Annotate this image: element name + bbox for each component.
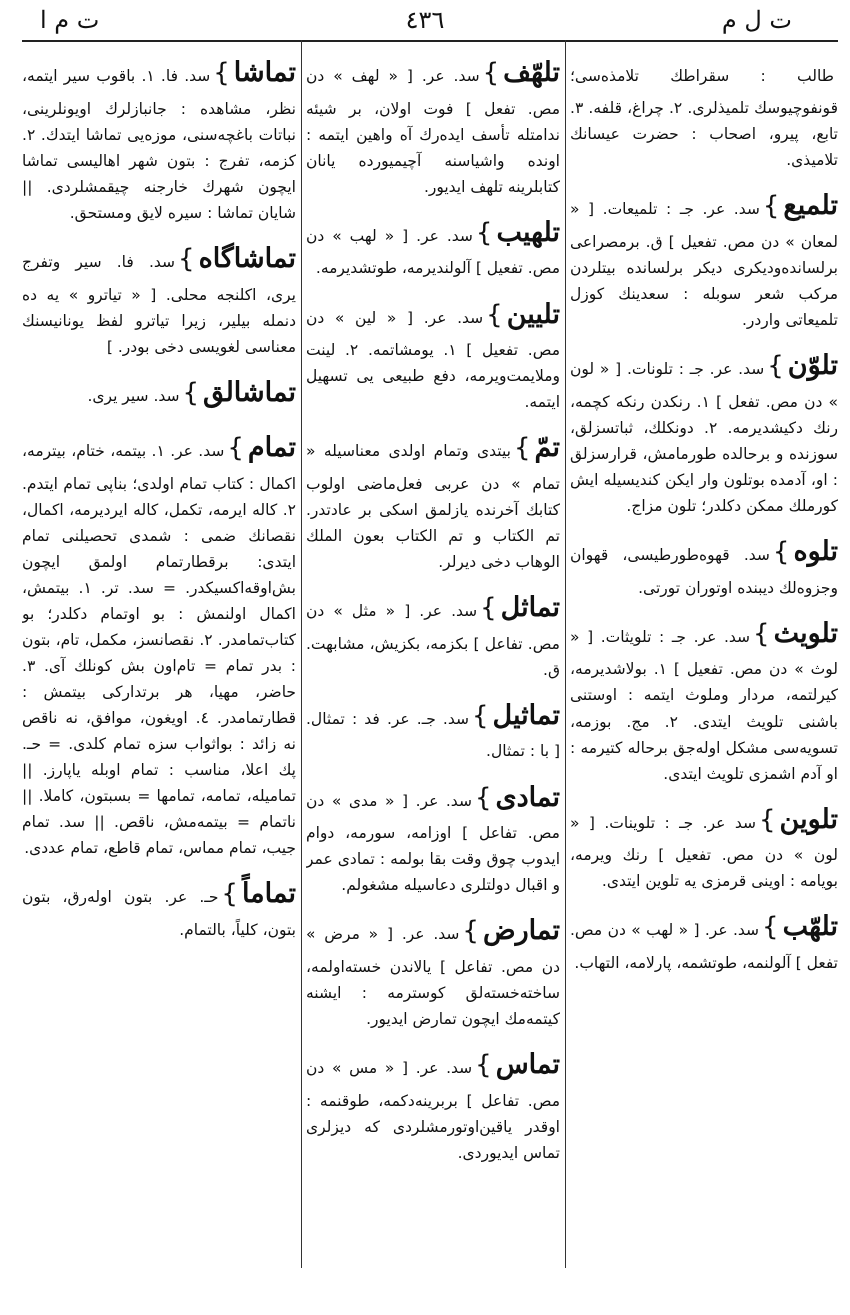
dictionary-entry [22,425,296,861]
brace-mark: } [474,782,492,813]
entry-headword: تمادی [495,781,560,813]
dictionary-entry [306,425,560,575]
entry-headword: تماماً [241,878,296,910]
entry-headword: تماشاگاه [198,242,296,274]
entry-definition: سد عر. جـ : تلوینات. [ « لون » دن مص. تفعیل ] رنك ویرمه، بویامه : اوینی قرمزی یه تلوین ایتدی. [570,813,838,891]
column-middle [306,50,560,1260]
dictionary-entry [570,611,838,787]
column-divider [301,40,302,1268]
dictionary-entry [306,292,560,416]
dictionary-entry [306,908,560,1032]
brace-mark: } [762,912,779,943]
brace-mark: } [767,351,784,382]
dictionary-entry [306,50,560,200]
dictionary-entry [22,236,296,360]
entry-definition: سد. جـ. عر. فد : تمثال. [ با : تمثال. [306,709,560,761]
entry-definition: سد. عر. [ « مس » دن مص. تفاعل ] بربرینه‌دکمه، طوقنمه : اوقدر یاقین‌اوتورمشلردی که دیزلری تماس ایدیوردی. [306,1059,560,1162]
entry-headword: تلویث [773,617,838,649]
entry-headword: تلهّف [503,57,560,88]
entry-definition: سد. عر. ١. بیتمه، ختام، بیترمه، اکمال : کتاب تمام اولدی؛ بناپی تمام ایتدم. ٢. کاله ایرمه، تکمل، کاله ایردیرمه، اکمال، نقصانك ضمی : شمدی تحصیلنی تمام ایتدی: برقطارتمام اولمق ایچون بش‌اوقه‌اکسیکدر. = سد. تر. ١. بیتمش، اکمال اولنمش : بو اوتمام دکلدر؛ بو کتاب‌تمامدر. ٢. نقصانسز، مکمل، تام، بتون : بدر تمام = تام‌اون بش کونلك آی. ٣. حاضر، مهیا، هر برتدارکی بیتمش : قطارتمامدر. ٤. اویغون، موافق، نه ناقص نه زائد : بواثواب سزه تمام کلدی. = حـ. پك اعلا، مناسب : تمام اوبله یاپارز. || تمامیله، تمامه، تمامها = بسبتون، کاملا. || ناتمام = بیتمه‌مش، ناقص. || سد. تمام جیب، تمام مماس، تمام قاطع، تمام عددی. [22,442,296,858]
brace-mark: } [221,879,238,910]
entry-headword: تلهّب [782,911,838,943]
brace-mark: } [513,433,531,464]
brace-mark: } [772,537,790,568]
entry-headword: تلوه [793,536,838,568]
entry-definition: سد. عر. [ « لهب » دن مص. تفعل ] آلولنمه، طوتشمه، پارلامه، التهاب. [570,921,838,973]
brace-mark: } [213,58,230,88]
entry-definition: سد. عر. جـ : تلمیعات. [ « لمعان » دن مص. تفعیل ] ق. برمصراعی برلسانده‌ودیکری دیکر برلسانده بیتلردن مرکب شعر سوبله : سعدینك کوزل تلمیعاتی واردر. [570,200,838,330]
entry-definition: طالب : سقراطك تلامذه‌سی؛ قونفوچیوسك تلمیذلری. ٢. چراغ، قلفه. ٣. تابع، پیرو، اصحاب : حضرت عیسانك تلامیذی. [570,67,838,170]
dictionary-entry [22,871,296,943]
entry-headword: تلمیع [783,190,838,222]
header-rule [22,40,838,42]
brace-mark: } [480,593,497,624]
entry-headword: تمام [247,432,296,464]
entry-definition: حـ. عر. بتون اوله‌رق، بتون بتون، کلیاً، بالتمام. [22,888,296,940]
dictionary-entry [570,343,838,519]
brace-mark: } [475,217,493,248]
entry-headword [834,57,838,88]
dictionary-entry [306,210,560,282]
entry-definition: سد. قهوه‌طورطیسی، قهوان وجزوه‌لك دیبنده اوتوران تورتی. [570,546,838,597]
brace-mark: } [227,433,244,464]
brace-mark: } [182,377,200,408]
brace-mark: } [486,299,503,330]
entry-headword: تلوّن [787,350,838,382]
entry-headword: تلهیب [496,216,560,248]
brace-mark: } [471,700,489,731]
entry-definition: سد. عر. [ « لین » دن مص. تفعیل ] ١. یومشاتمه. ٢. لینت وملایمت‌ویرمه، دفع طبیعی یی تسهیل ایتمه. [306,308,560,412]
entry-definition: بیتدی وتمام اولدی معناسیله « تمام » دن عربی فعل‌ماضی اولوب کتابك آخرنده یازلمق اسکی بر عادتدر. تم الکتاب و تم الکتاب بعون الملك الوهاب دخی دیرلر. [306,442,560,572]
header-left-letters: ت م ا [40,6,100,34]
dictionary-entry [306,693,560,765]
brace-mark: } [762,191,780,222]
entry-definition: سد. عر. جـ : تلونات. [ « لون » دن مص. تفعل ] ١. رنکدن رنکه کچمه، رنك دکیشدیرمه. ٢. دونکلك، ثباتسزلق، سوزنده و برحالده طورمامش، قرارسزلق : او، آدمده بوتلون وار ایکن کندیسیله ایش کورملك ممکن دکلدر؛ تلون مزاج. [570,360,838,516]
dictionary-entry [570,904,838,976]
dictionary-entry [570,50,838,173]
entry-headword: تلوین [779,803,838,835]
page-number: ٤٣٦ [405,6,445,34]
dictionary-entry [22,50,296,226]
dictionary-entry [570,797,838,895]
brace-mark: } [482,58,500,88]
entry-definition: سد. عر. [ « مدی » دن مص. تفاعل ] اوزامه، سورمه، دوام ایدوب چوق وقت بقا بولمه : تمادی عمر و اقبال دولتلری دعاسیله مشغولم. [306,791,560,895]
dictionary-entry [306,1042,560,1166]
entry-definition: سد. عر. [ « لهب » دن مص. تفعیل ] آلولندیرمه، طوتشدیرمه. [306,226,560,278]
entry-headword: تماثیل [492,699,560,731]
entry-headword: تماشا [233,57,296,88]
brace-mark: } [462,916,479,947]
entry-headword: تمّ [534,432,560,464]
entry-definition: سد. عر. [ « مرض » دن مص. تفاعل ] یالاندن خسته‌اولمه، ساخته‌خسته‌لق کوسترمه : ایشنه کیتمه‌مك ایچون تمارض ایدیور. [306,925,560,1028]
brace-mark: } [758,804,776,835]
column-divider [565,40,566,1268]
dictionary-entry [570,183,838,333]
brace-mark: } [475,1050,492,1081]
entry-definition: سد. عر. [ « لهف » دن مص. تفعل ] فوت اولان، بر شیئه ندامتله تأسف ایده‌رك آه واهین ایتمه : اونده واشیاسنه آچیمیورده یانان کتابلرینه تلهف ایدیور. [306,67,560,196]
column-right [570,50,838,1260]
entry-headword: تماس [495,1049,560,1081]
entry-definition: سد. عر. [ « مثل » دن مص. تفاعل ] بکزمه، بکزیش، مشابهت. ق. [306,602,560,679]
brace-mark: } [753,618,770,649]
header-right-letters: ت ل م [721,6,792,34]
dictionary-entry [306,585,560,683]
brace-mark: } [178,243,195,274]
dictionary-entry [570,529,838,601]
dictionary-entry [22,370,296,416]
entry-headword: تلیین [506,298,560,330]
entry-headword: تماشالق [203,376,296,408]
dictionary-entry [306,775,560,899]
column-left [22,50,296,1260]
entry-definition: سد. سیر یری. [87,386,180,405]
entry-definition: سد. عر. جـ : تلویثات. [ « لوث » دن مص. تفعیل ] ١. بولاشدیرمه، کیرلتمه، مردار وملوث ایتمه : اوستنی باشنی تلویث ایتدی. ٢. مج. بوزمه، تسویه‌سی مشکل اوله‌جق برحاله کتیرمه : او آدم اشمزی تلویث ایتدی. [570,627,838,783]
entry-headword: تماثل [500,592,560,624]
entry-definition: سد. فا. ١. باقوب سیر ایتمه، نظر، مشاهده : جانبازلرك اویونلرینی، نباتات باغچه‌سنی، موزه‌یی تماشا ایتدك. ٢. کزمه، تفرج : بتون شهر اهالیسی تماشا ایچون شهرك خارجنه چیقمشلردی. || شایان تماشا : سیره لایق ومستحق. [22,67,296,222]
entry-definition: سد. فا. سیر وتفرج یری، اکلنجه محلی. [ « تیاترو » یه ده دنمله بیلیر، زیرا تیاترو لفظ یونانیسنك معناسی لغویسی‌ دخی بودر. ] [22,252,296,356]
entry-headword: تمارض [482,915,560,947]
